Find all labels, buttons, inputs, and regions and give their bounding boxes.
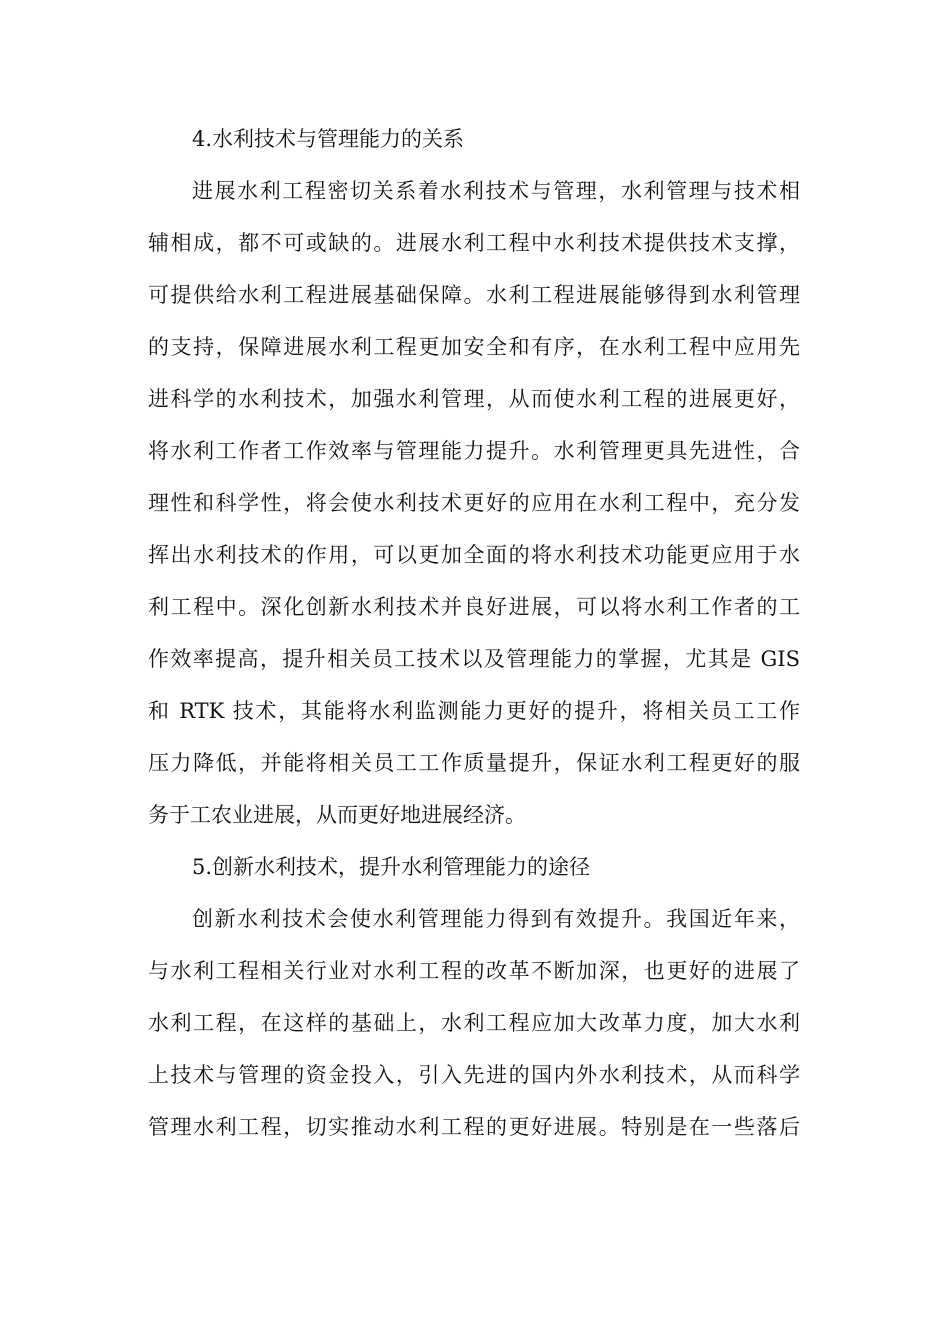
text-line: 水利工程，在这样的基础上，水利工程应加大改革力度，加大水利 bbox=[148, 1011, 800, 1035]
text-line: 进展水利工程密切关系着水利技术与管理，水利管理与技术相 bbox=[192, 179, 800, 203]
text-line: 压力降低，并能将相关员工工作质量提升，保证水利工程更好的服 bbox=[148, 751, 800, 775]
text-line: 辅相成，都不可或缺的。进展水利工程中水利技术提供技术支撑， bbox=[148, 231, 800, 255]
text-line: 创新水利技术会使水利管理能力得到有效提升。我国近年来， bbox=[192, 907, 800, 931]
text-line: 4.水利技术与管理能力的关系 bbox=[192, 127, 465, 151]
text-line: 与水利工程相关行业对水利工程的改革不断加深，也更好的进展了 bbox=[148, 959, 800, 983]
text-line: 可提供给水利工程进展基础保障。水利工程进展能够得到水利管理 bbox=[148, 283, 800, 307]
text-line: 上技术与管理的资金投入，引入先进的国内外水利技术，从而科学 bbox=[148, 1063, 800, 1087]
document-body bbox=[148, 113, 800, 1153]
text-line: 务于工农业进展，从而更好地进展经济。 bbox=[148, 803, 526, 827]
text-line: 作效率提高，提升相关员工技术以及管理能力的掌握，尤其是 GIS bbox=[148, 647, 800, 671]
text-line: 挥出水利技术的作用，可以更加全面的将水利技术功能更应用于水 bbox=[148, 543, 800, 567]
text-line: 将水利工作者工作效率与管理能力提升。水利管理更具先进性，合 bbox=[148, 439, 800, 463]
text-line: 的支持，保障进展水利工程更加安全和有序，在水利工程中应用先 bbox=[148, 335, 800, 359]
text-line: 进科学的水利技术，加强水利管理，从而使水利工程的进展更好， bbox=[148, 387, 800, 411]
text-line: 利工程中。深化创新水利技术并良好进展，可以将水利工作者的工 bbox=[148, 595, 800, 619]
text-line: 和 RTK 技术，其能将水利监测能力更好的提升，将相关员工工作 bbox=[148, 699, 800, 723]
text-line: 5.创新水利技术，提升水利管理能力的途径 bbox=[192, 855, 591, 879]
text-line: 理性和科学性，将会使水利技术更好的应用在水利工程中，充分发 bbox=[148, 491, 800, 515]
text-line: 管理水利工程，切实推动水利工程的更好进展。特别是在一些落后 bbox=[148, 1115, 800, 1139]
